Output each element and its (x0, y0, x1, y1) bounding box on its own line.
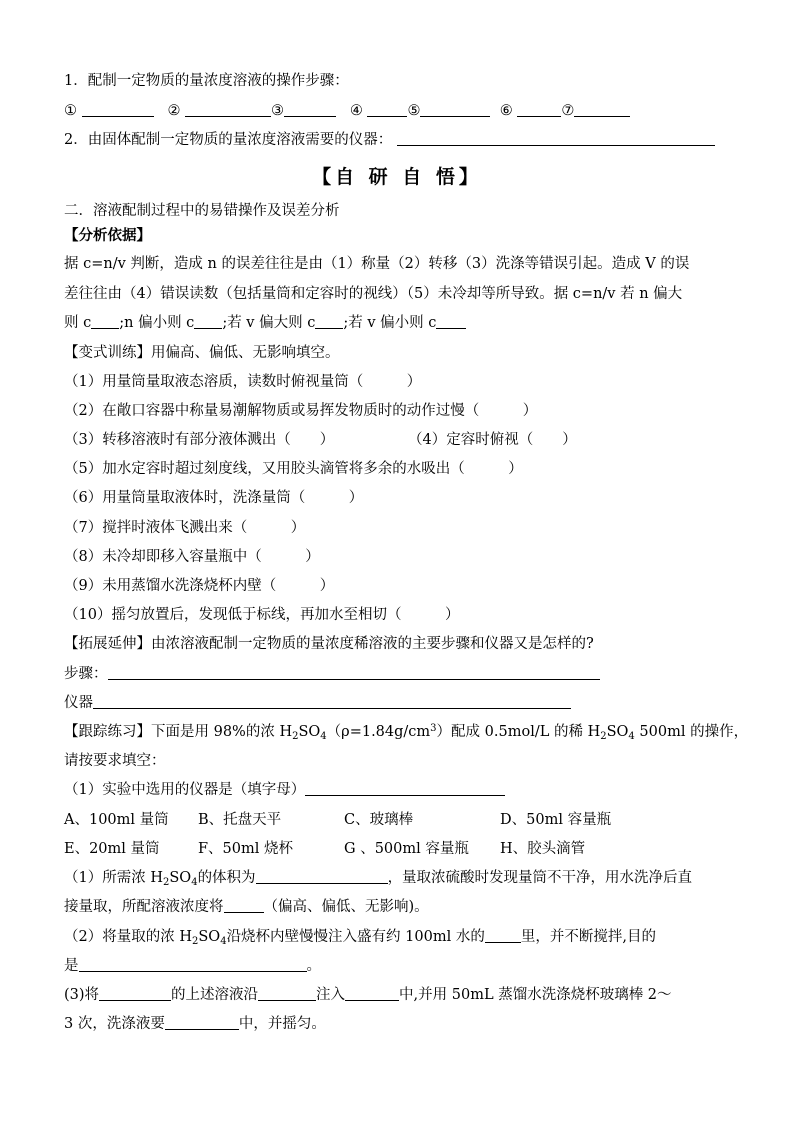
follow-text: SO (606, 724, 629, 740)
blank-step-3[interactable] (284, 101, 336, 117)
blank-step-4[interactable] (367, 101, 407, 117)
follow-text: 的体积为 (197, 870, 256, 886)
practice-item-9: （9）未用蒸馏水洗涤烧杯内壁（ ） (64, 578, 335, 594)
blank-solution-state[interactable] (99, 985, 171, 1001)
option-e: E、20ml 量筒 (64, 841, 160, 857)
blank-along[interactable] (258, 985, 316, 1001)
follow-text: 是 (64, 958, 79, 974)
blank-washing[interactable] (165, 1014, 239, 1030)
follow-text: （ρ=1.84g/cm (326, 724, 431, 740)
step-4: ④ (349, 103, 363, 119)
practice-item-7: （7）搅拌时液体飞溅出来（ ） (64, 520, 306, 536)
blank-v-small[interactable] (436, 313, 466, 329)
follow-text: ，量取浓硫酸时发现量筒不干净，用水洗净后直 (387, 870, 693, 886)
practice-item-6: （6）用量筒量取液体时，洗涤量筒（ ） (64, 490, 364, 506)
blank-concentration-effect[interactable] (224, 897, 264, 913)
sup-3: 3 (430, 723, 437, 734)
practice-item-10: （10）摇匀放置后，发现低于标线，再加水至相切（ ） (64, 607, 460, 623)
follow-s1-line-1 (64, 868, 692, 888)
follow-text: （偏高、偏低、无影响)。 (263, 899, 429, 915)
sub-2: 2 (191, 936, 199, 947)
basis-text-b: ;n 偏小则 c (119, 315, 195, 331)
blank-extension-instr[interactable] (93, 693, 571, 709)
follow-q1-text: （1）实验中选用的仪器是（填字母） (64, 782, 306, 798)
blank-step-2[interactable] (185, 101, 271, 117)
follow-s2-line-1 (64, 927, 656, 947)
option-h: H、胶头滴管 (500, 841, 586, 857)
sub-4: 4 (628, 731, 635, 742)
sub-2: 2 (600, 731, 607, 742)
follow-text: (3)将 (64, 987, 100, 1003)
blank-step-7[interactable] (574, 101, 630, 117)
follow-s2-line-2 (64, 956, 321, 976)
sub-4: 4 (320, 731, 327, 742)
blank-extension-steps[interactable] (108, 664, 600, 680)
option-b: B、托盘天平 (198, 812, 282, 828)
follow-text: 沿烧杯内壁慢慢注入盛有约 100ml 水的 (226, 929, 485, 945)
sub-2: 2 (162, 877, 170, 888)
q2-text: 2．由固体配制一定物质的量浓度溶液需要的仪器： (64, 132, 393, 148)
follow-line-1 (64, 722, 748, 742)
follow-text: 500ml 的操作， (634, 724, 749, 740)
follow-text: 中，并摇匀。 (238, 1016, 326, 1032)
steps-label: 步骤： (64, 666, 108, 682)
follow-text: 注入 (316, 987, 346, 1003)
step-7: ⑦ (561, 103, 575, 119)
follow-text: SO (198, 929, 221, 945)
blank-instrument-letters[interactable] (305, 780, 505, 796)
options-row-1 (64, 810, 611, 830)
extension-instr-row (64, 693, 571, 713)
follow-text: 。 (306, 958, 321, 974)
section-title: 【自 研 自 悟】 (312, 166, 482, 188)
practice-item-8: （8）未冷却即移入容量瓶中（ ） (64, 549, 320, 565)
options-row-2 (64, 839, 585, 859)
practice-item-1: （1）用量筒量取液态溶质，读数时俯视量筒（ ） (64, 374, 422, 390)
basis-line-2: 差往往由（4）错误读数（包括量筒和定容时的视线）（5）未冷却等所导致。据 c=n/v 若 n 偏大 (64, 286, 683, 302)
practice-item-5: （5）加水定容时超过刻度线，又用胶头滴管将多余的水吸出（ ） (64, 461, 523, 477)
basis-text-a: 则 c (64, 315, 92, 331)
step-5: ⑤ (407, 103, 421, 119)
step-6: ⑥ (499, 103, 513, 119)
option-f: F、50ml 烧杯 (198, 841, 294, 857)
follow-s3-line-2 (64, 1014, 326, 1034)
follow-text: SO (169, 870, 192, 886)
blank-step-6[interactable] (517, 101, 561, 117)
step-2: ② (167, 103, 181, 119)
follow-text: （2）将量取的浓 H (64, 929, 192, 945)
follow-text: 【跟踪练习】下面是用 98%的浓 H (64, 724, 293, 740)
basis-text-c: ;若 v 偏大则 c (222, 315, 316, 331)
steps-row (64, 101, 630, 121)
follow-text: 3 次，洗涤液要 (64, 1016, 165, 1032)
blank-n-small[interactable] (194, 313, 222, 329)
sub-4: 4 (220, 936, 227, 947)
practice-row-3-4 (64, 430, 577, 450)
sub-2: 2 (292, 731, 299, 742)
follow-text: SO (298, 724, 321, 740)
follow-text: （1）所需浓 H (64, 870, 163, 886)
basis-line-3 (64, 313, 466, 333)
follow-q1-row (64, 780, 505, 800)
section2-heading: 二．溶液配制过程中的易错操作及误差分析 (64, 203, 340, 219)
blank-step-1[interactable] (82, 101, 154, 117)
q1-text: 1．配制一定物质的量浓度溶液的操作步骤： (64, 73, 349, 89)
blank-v-large[interactable] (315, 313, 343, 329)
follow-text: 的上述溶液沿 (171, 987, 259, 1003)
blank-into[interactable] (345, 985, 399, 1001)
extension-steps-row (64, 664, 600, 684)
practice-label: 【变式训练】用偏高、偏低、无影响填空。 (64, 345, 340, 361)
step-3: ③ (271, 103, 285, 119)
follow-s1-line-2 (64, 897, 429, 917)
practice-item-3: （3）转移溶液时有部分液体溅出（ ） (64, 432, 335, 448)
extension-question: 【拓展延伸】由浓溶液配制一定物质的量浓度稀溶液的主要步骤和仪器又是怎样的? (64, 636, 594, 652)
option-g: G 、500ml 容量瓶 (344, 841, 469, 857)
blank-n-large[interactable] (91, 313, 119, 329)
blank-volume[interactable] (256, 868, 388, 884)
q2-row (64, 130, 715, 150)
follow-text: ）配成 0.5mol/L 的稀 H (436, 724, 601, 740)
blank-purpose[interactable] (79, 956, 307, 972)
blank-container[interactable] (485, 927, 521, 943)
instr-label: 仪器 (64, 695, 93, 711)
blank-instruments[interactable] (397, 130, 715, 146)
basis-label: 【分析依据】 (64, 227, 151, 244)
practice-item-4: （4）定容时俯视（ ） (408, 432, 577, 448)
follow-text: 接量取，所配溶液浓度将 (64, 899, 224, 915)
option-a: A、100ml 量筒 (64, 812, 169, 828)
follow-text: 里，并不断搅拌,目的 (520, 929, 656, 945)
step-1: ① (64, 103, 77, 119)
option-d: D、50ml 容量瓶 (500, 812, 612, 828)
follow-s3-line-1 (64, 985, 672, 1005)
basis-text-d: ;若 v 偏小则 c (343, 315, 437, 331)
basis-line-1: 据 c=n/v 判断，造成 n 的误差往往是由（1）称量（2）转移（3）洗涤等错误引起。造成 V 的误 (64, 256, 690, 272)
sub-4: 4 (191, 877, 198, 888)
practice-item-2: （2）在敞口容器中称量易潮解物质或易挥发物质时的动作过慢（ ） (64, 403, 538, 419)
follow-text: 中,并用 50mL 蒸馏水洗涤烧杯玻璃棒 2～ (399, 987, 672, 1003)
follow-line-2: 请按要求填空： (64, 753, 166, 769)
option-c: C、玻璃棒 (344, 812, 414, 828)
blank-step-5[interactable] (420, 101, 490, 117)
